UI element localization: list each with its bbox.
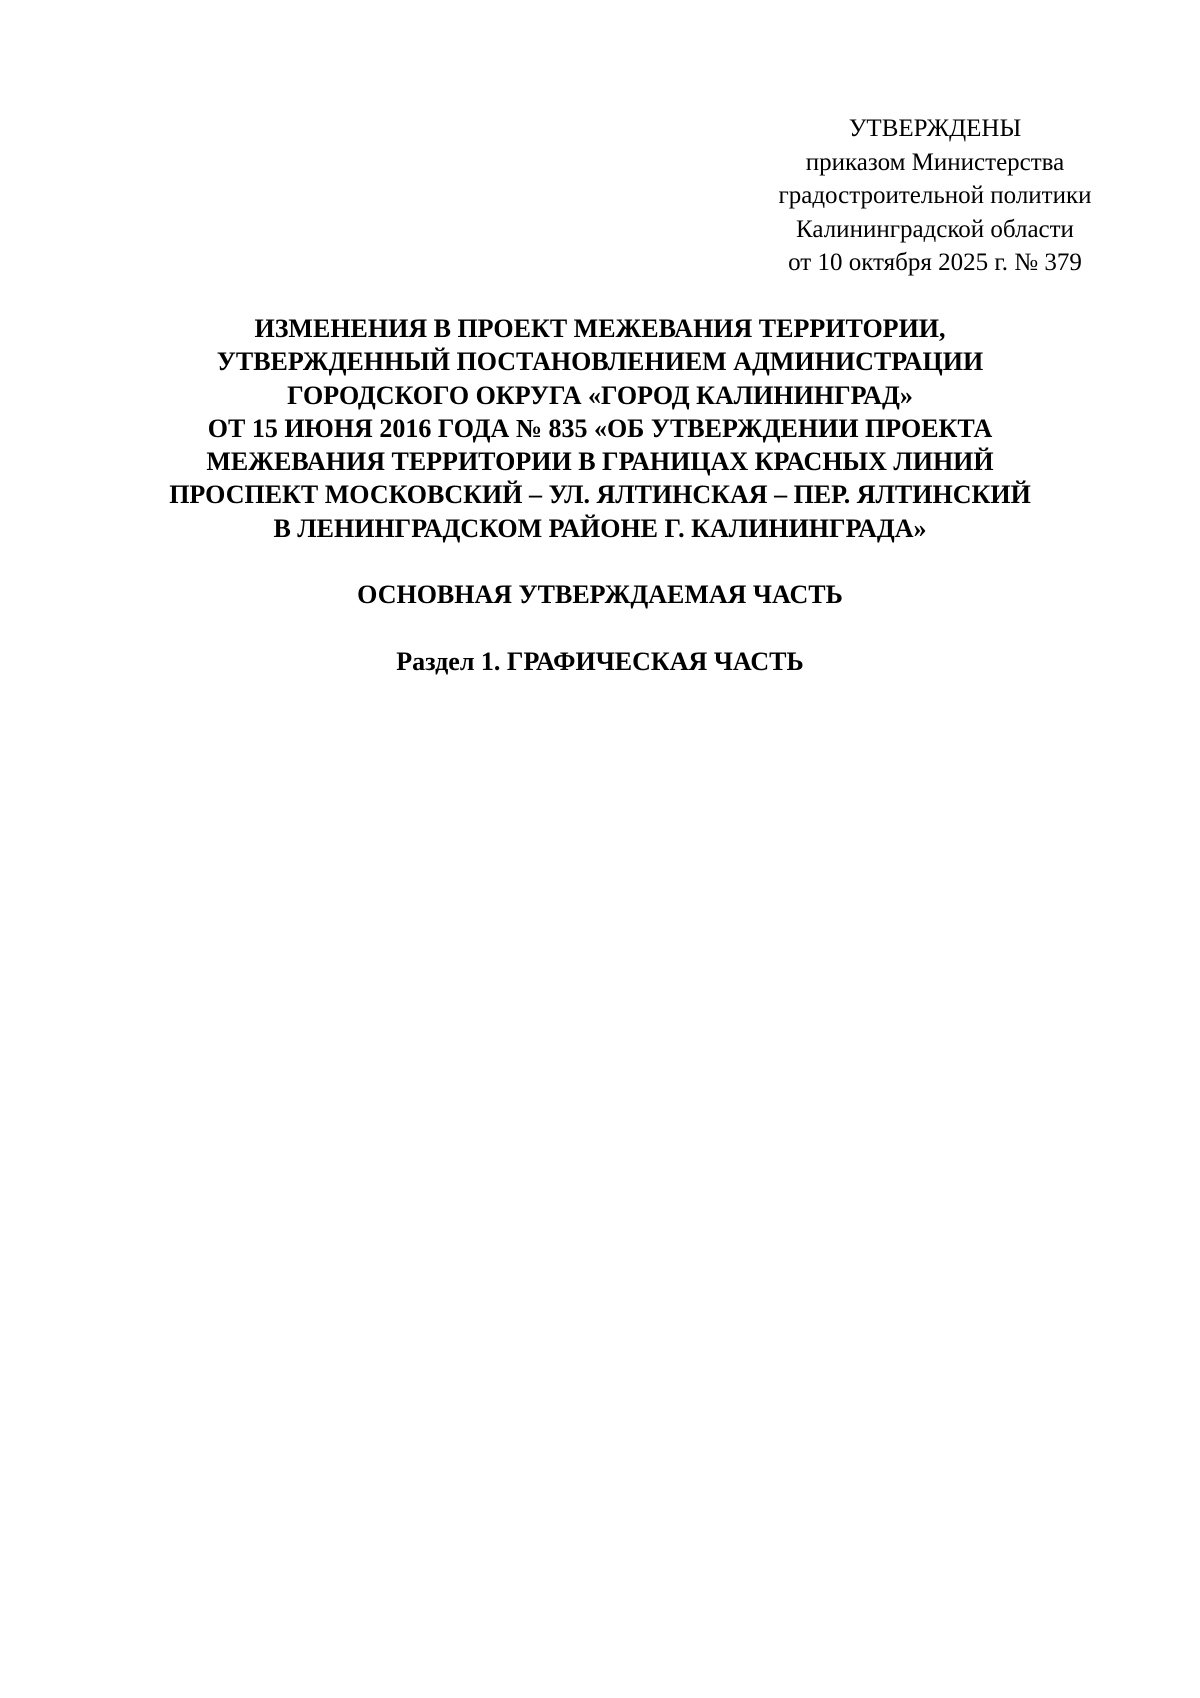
title-line-5: МЕЖЕВАНИЯ ТЕРРИТОРИИ В ГРАНИЦАХ КРАСНЫХ ЛИНИЙ	[206, 447, 994, 477]
approval-line-date: от 10 октября 2025 г. № 379	[788, 249, 1082, 276]
approval-line-order: приказом Министерства	[805, 148, 1065, 176]
title-line-4: ОТ 15 ИЮНЯ 2016 ГОДА № 835 «ОБ УТВЕРЖДЕНИИ ПРОЕКТА	[207, 413, 993, 443]
section-heading: Раздел 1. ГРАФИЧЕСКАЯ ЧАСТЬ	[396, 647, 804, 676]
approval-line-region: Калининградской области	[796, 215, 1074, 243]
document-title	[150, 312, 1050, 545]
title-line-7: В ЛЕНИНГРАДСКОМ РАЙОНЕ Г. КАЛИНИНГРАДА»	[273, 513, 927, 543]
title-line-6: ПРОСПЕКТ МОСКОВСКИЙ – УЛ. ЯЛТИНСКАЯ – ПЕР. ЯЛТИНСКИЙ	[169, 480, 1031, 510]
title-line-1: ИЗМЕНЕНИЯ В ПРОЕКТ МЕЖЕВАНИЯ ТЕРРИТОРИИ,	[254, 314, 946, 343]
approval-line-approved: УТВЕРЖДЕНЫ	[848, 115, 1022, 142]
approval-stamp	[730, 112, 1140, 280]
title-line-2: УТВЕРЖДЕННЫЙ ПОСТАНОВЛЕНИЕМ АДМИНИСТРАЦИИ	[216, 347, 984, 377]
approval-line-ministry: градостроительной политики	[778, 182, 1092, 209]
main-part-heading: ОСНОВНАЯ УТВЕРЖДАЕМАЯ ЧАСТЬ	[357, 580, 843, 609]
title-line-3: ГОРОДСКОГО ОКРУГА «ГОРОД КАЛИНИНГРАД»	[287, 380, 913, 410]
